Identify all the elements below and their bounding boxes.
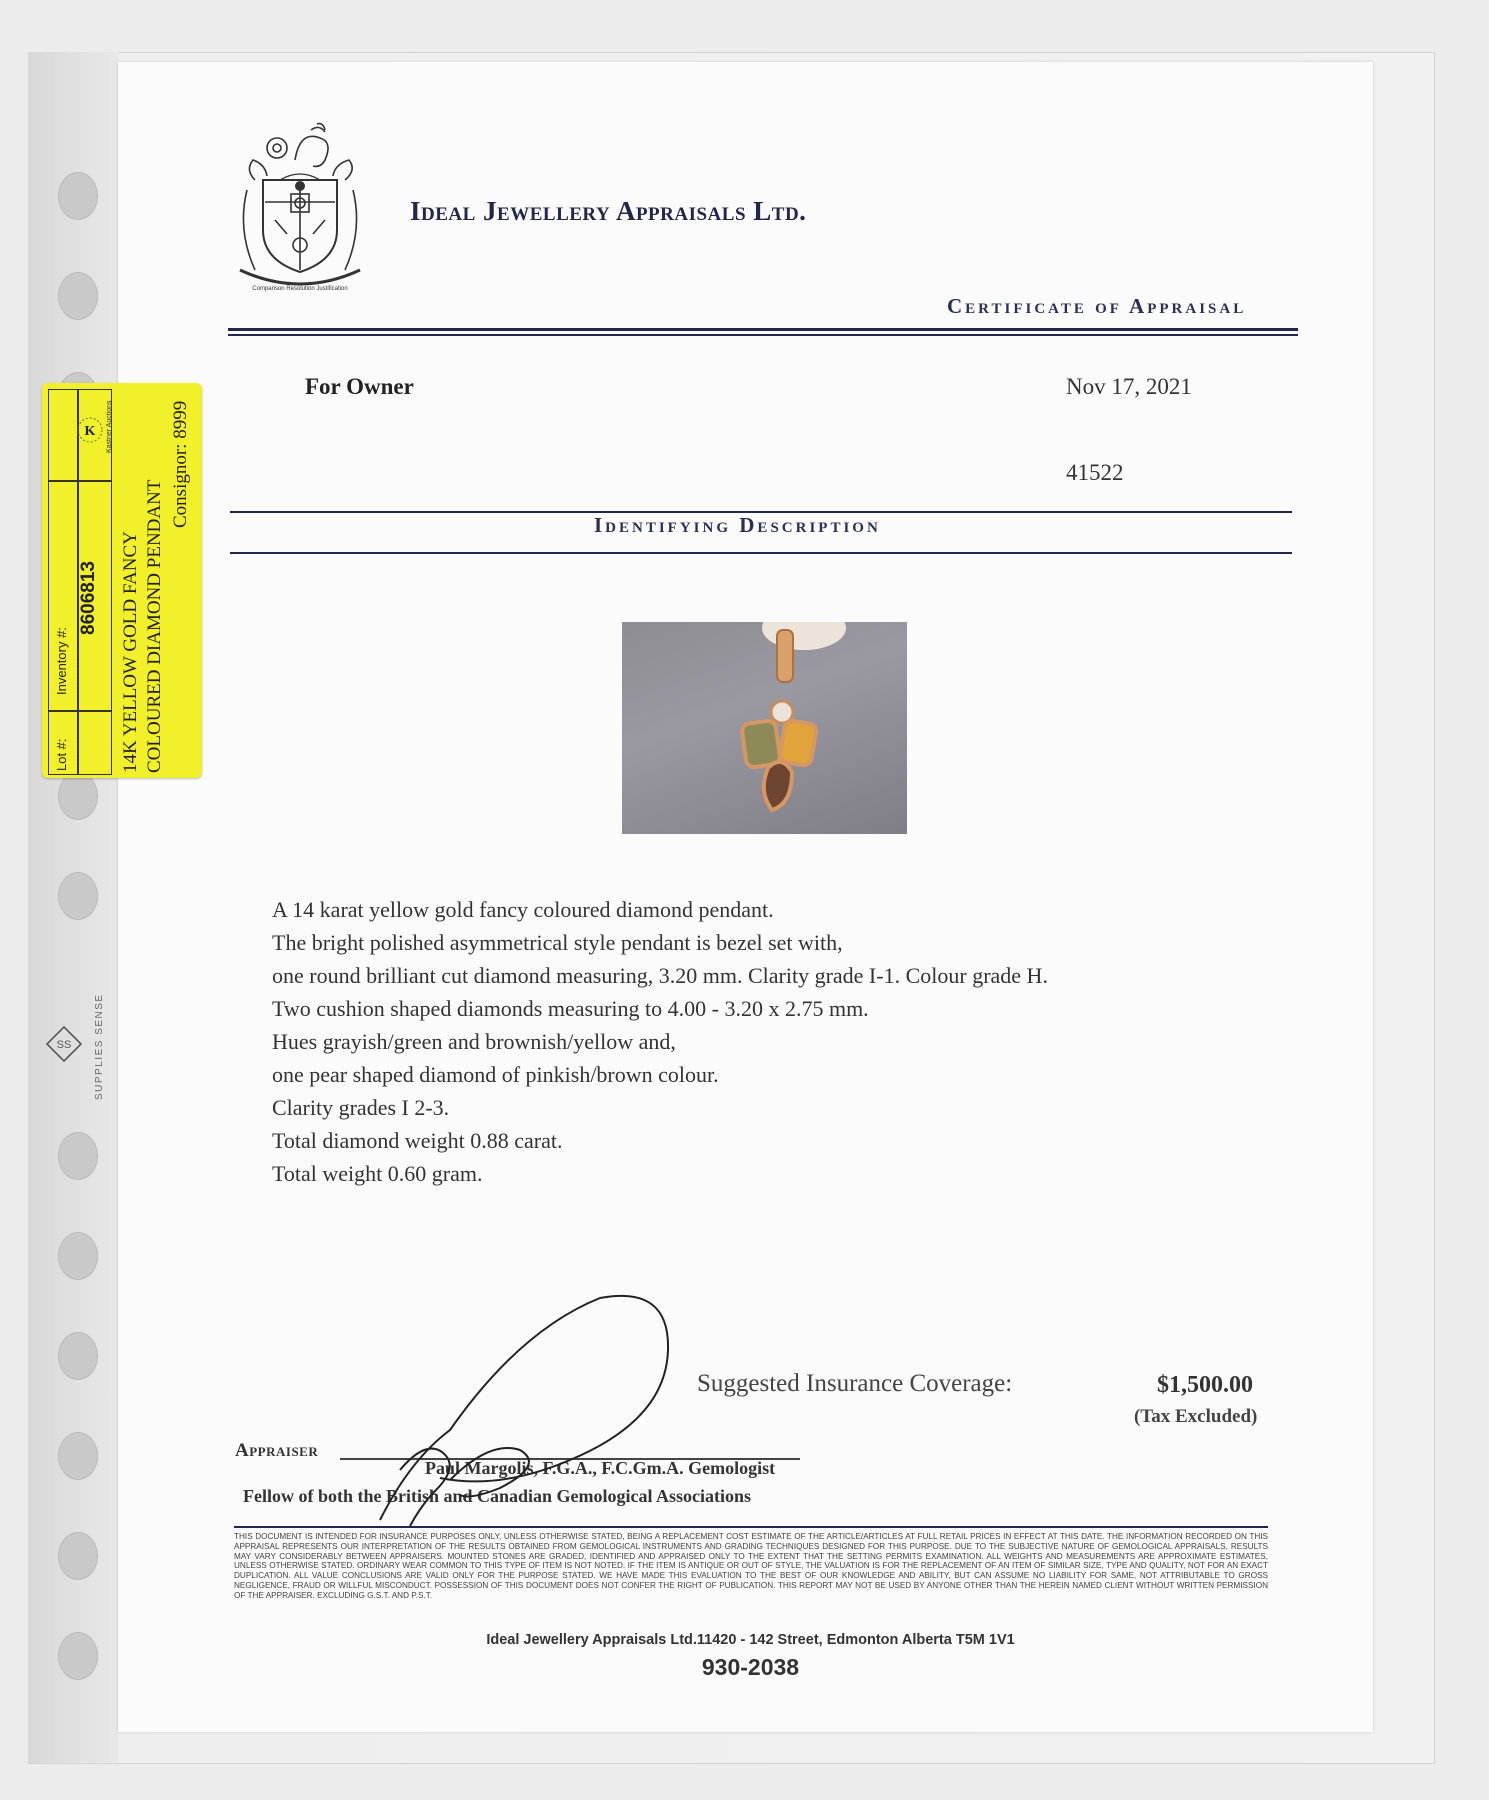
binder-hole <box>58 1232 98 1280</box>
description-line: one pear shaped diamond of pinkish/brown colour. <box>272 1062 719 1087</box>
svg-text:SS: SS <box>56 1039 72 1051</box>
description-line: Total diamond weight 0.88 carat. <box>272 1128 563 1153</box>
appraisal-number: 41522 <box>1066 460 1124 485</box>
crest-motto: Comparison Resolution Justification <box>252 286 348 292</box>
description-line: The bright polished asymmetrical style pendant is bezel set with, <box>272 930 843 955</box>
tag-inventory-label: Inventory #: <box>54 627 69 695</box>
handwritten-signature <box>370 1290 690 1530</box>
company-name: Ideal Jewellery Appraisals Ltd. <box>410 196 807 226</box>
binder-hole <box>58 1332 98 1380</box>
binder-hole <box>58 1132 98 1180</box>
description-text <box>272 893 1048 1190</box>
identifying-description-heading: Identifying Description <box>594 513 881 537</box>
header-rule-thin <box>228 334 1298 336</box>
description-line: Clarity grades I 2-3. <box>272 1095 450 1120</box>
description-line: one round brilliant cut diamond measuring, 3.20 mm. Clarity grade I-1. Colour grade H. <box>272 963 1048 988</box>
description-line: A 14 karat yellow gold fancy coloured diamond pendant. <box>272 897 774 922</box>
description-line: Total weight 0.60 gram. <box>272 1161 483 1186</box>
sleeve-brand-text: SUPPLIES SENSE <box>94 993 105 1100</box>
svg-text:K: K <box>84 424 96 439</box>
binder-hole <box>58 272 98 320</box>
insurance-coverage-label: Suggested Insurance Coverage: <box>697 1370 1013 1397</box>
company-phone: 930-2038 <box>701 1654 800 1680</box>
tag-consignor: Consignor: 8999 <box>170 400 191 528</box>
coat-of-arms-crest-icon <box>225 120 375 300</box>
supplies-sense-logo-icon <box>44 1024 84 1064</box>
section-rule-bottom <box>230 552 1292 554</box>
binder-hole <box>58 172 98 220</box>
tag-inventory-number: 8606813 <box>78 561 99 635</box>
tag-brand: Kastner Auctions <box>106 400 113 453</box>
disclaimer-text: THIS DOCUMENT IS INTENDED FOR INSURANCE PURPOSES ONLY, UNLESS OTHERWISE STATED, BEING A REPLACEMENT COST ESTIMATE OF THE ARTICLE/ARTICLES AT FULL RETAIL PRICES IN EFFECT AT THIS DATE. THE INFORMATION RECORDED ON THIS APPRAISAL REPRESENTS OUR INTERPRETATION OF THE RESULTS OBTAINED FROM GEMOLOGICAL INSTRUMENTS AND GRADING TECHNIQUES DESIGNED FOR THIS PURPOSE. DUE TO THE SUBJECTIVE NATURE OF GEMOLOGICAL APPRAISALS, RESULTS MAY VARY CONSIDERABLY BETWEEN APPRAISERS. MOUNTED STONES ARE GRADED, IDENTIFIED AND APPRAISED ONLY TO THE EXTENT THAT THE SETTING PERMITS EXAMINATION. ALL WEIGHTS AND MEASUREMENTS ARE APPROXIMATE ESTIMATES, UNLESS OTHERWISE STATED. ORDINARY WEAR COMMON TO THIS TYPE OF ITEM IS NOT NOTED. IF THE ITEM IS ANTIQUE OR OUT OF STYLE, THE VALUATION IS FOR THE REPLACEMENT OF AN ITEM OF SIMILAR SIZE, TYPE AND QUALITY, NOT FOR AN EXACT DUPLICATION. ALL VALUE CONCLUSIONS ARE VALID ONLY FOR THE PURPOSE STATED. WE HAVE MADE THIS EVALUATION TO THE BEST OF OUR KNOWLEDGE AND ABILITY, BUT CAN ASSUME NO LIABILITY FOR SAME, NOT ATTRIBUTABLE TO GROSS NEGLIGENCE, FRAUD OR WILLFUL MISCONDUCT. POSSESSION OF THIS DOCUMENT DOES NOT CONFER THE RIGHT OF PUBLICATION. THIS REPORT MAY NOT BE USED BY ANYONE OTHER THAN THE HEREIN NAMED CLIENT WITHOUT WRITTEN PERMISSION OF THE APPRAISER. EXCLUDING G.S.T. AND P.S.T. <box>234 1532 1268 1600</box>
owner-label: For Owner <box>305 374 414 399</box>
certificate-title: Certificate of Appraisal <box>947 294 1247 318</box>
description-line: Hues grayish/green and brownish/yellow and, <box>272 1029 676 1054</box>
auction-house-logo-icon <box>75 395 105 465</box>
tag-description-line-2: COLOURED DIAMOND PENDANT <box>144 479 165 773</box>
disclaimer-rule <box>234 1526 1268 1528</box>
tag-lot-label: Lot #: <box>54 738 69 771</box>
auction-inventory-tag <box>42 383 202 778</box>
appraisal-date: Nov 17, 2021 <box>1066 374 1192 399</box>
binder-hole <box>58 1532 98 1580</box>
binder-hole <box>58 772 98 820</box>
pendant-photo <box>622 622 907 834</box>
appraiser-name: Paul Margolis, F.G.A., F.C.Gm.A. Gemologist <box>425 1458 776 1478</box>
binder-hole <box>58 872 98 920</box>
appraiser-label: Appraiser <box>235 1440 319 1461</box>
insurance-coverage-value: $1,500.00 <box>1157 1372 1253 1398</box>
tax-note: (Tax Excluded) <box>1134 1406 1258 1427</box>
description-line: Two cushion shaped diamonds measuring to 4.00 - 3.20 x 2.75 mm. <box>272 996 869 1021</box>
fellowship-text: Fellow of both the British and Canadian Gemological Associations <box>243 1486 752 1506</box>
tag-description-line-1: 14K YELLOW GOLD FANCY <box>120 531 141 773</box>
binder-hole <box>58 1432 98 1480</box>
header-rule <box>228 328 1298 331</box>
company-address: Ideal Jewellery Appraisals Ltd.11420 - 142 Street, Edmonton Alberta T5M 1V1 <box>486 1632 1015 1648</box>
